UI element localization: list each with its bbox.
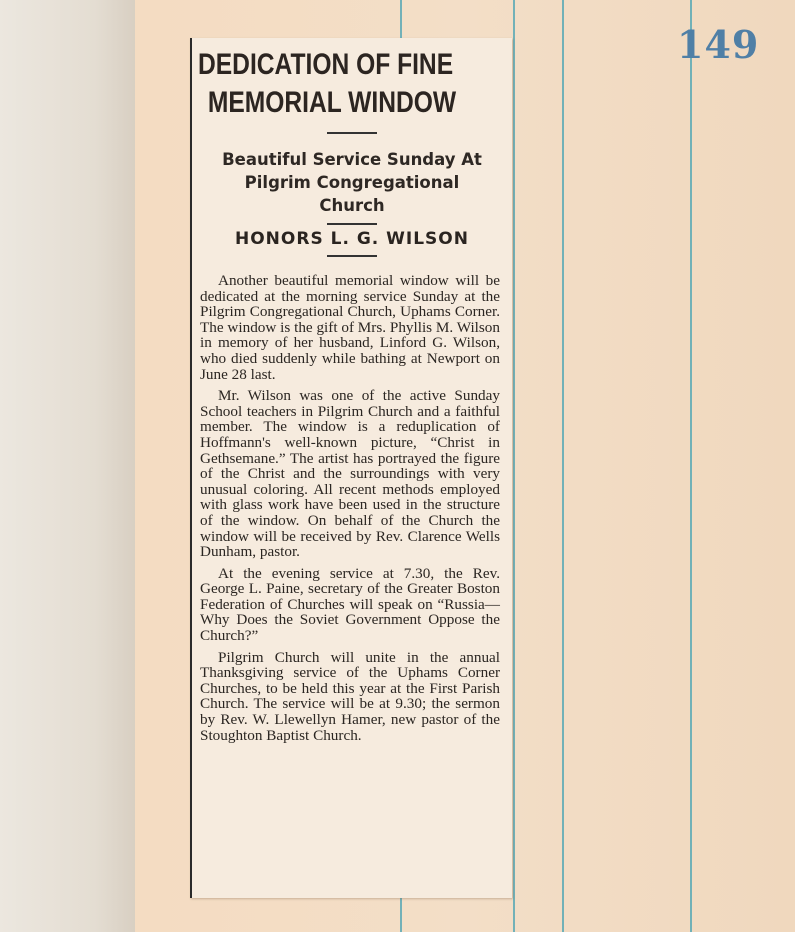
section-heading: HONORS L. G. WILSON	[235, 229, 469, 249]
paragraph: Pilgrim Church will unite in the annual Thanksgiving service of the Uphams Corner Churches, to be held this year at the First Parish Church. The service will be at 9.30; the sermon by Rev. W. Llewellyn Hamer, new pastor of the Stoughton Baptist Church.	[200, 648, 500, 744]
subhead-line: Church	[319, 196, 385, 215]
headline-line: MEMORIAL WINDOW	[207, 86, 457, 119]
subhead-line: Pilgrim Congregational	[244, 173, 460, 192]
subhead-line: Beautiful Service Sunday At	[222, 150, 482, 169]
divider-rule	[327, 132, 377, 134]
ledger-rule-line	[562, 0, 564, 932]
paragraph: Mr. Wilson was one of the active Sunday School teachers in Pilgrim Church and a faithful member. The window is a reduplication of Hoffmann's well-known picture, “Christ in Gethsemane.” The artist has portrayed the figure of the Christ and the surroundings with very unusual coloring. All recent methods employed with glass work have been used in the structure of the window. On behalf of the Church the window will be received by Rev. Clarence Wells Dunham, pastor.	[200, 387, 500, 561]
paragraph: Another beautiful memorial window will be dedicated at the morning service Sunday at the Pilgrim Congregational Church, Uphams Corner. The window is the gift of Mrs. Phyllis M. Wilson in memory of her husband, Linford G. Wilson, who died suddenly while bathing at Newport on June 28 last.	[200, 272, 500, 383]
ledger-rule-line	[690, 0, 692, 932]
divider-rule	[327, 255, 377, 257]
facing-page	[0, 0, 135, 932]
headline	[198, 46, 510, 122]
paragraph: At the evening service at 7.30, the Rev. George L. Paine, secretary of the Greater Boston Federation of Churches will speak on “Russia—Why Does the Soviet Government Oppose the Church?”	[200, 564, 500, 645]
newspaper-clipping	[190, 38, 512, 898]
article-body	[200, 273, 500, 743]
headline-line: DEDICATION OF FINE	[198, 48, 454, 81]
page-number: 149	[677, 22, 760, 67]
subheadline	[192, 148, 512, 217]
ledger-rule-line	[513, 0, 515, 932]
divider-rule	[327, 223, 377, 225]
